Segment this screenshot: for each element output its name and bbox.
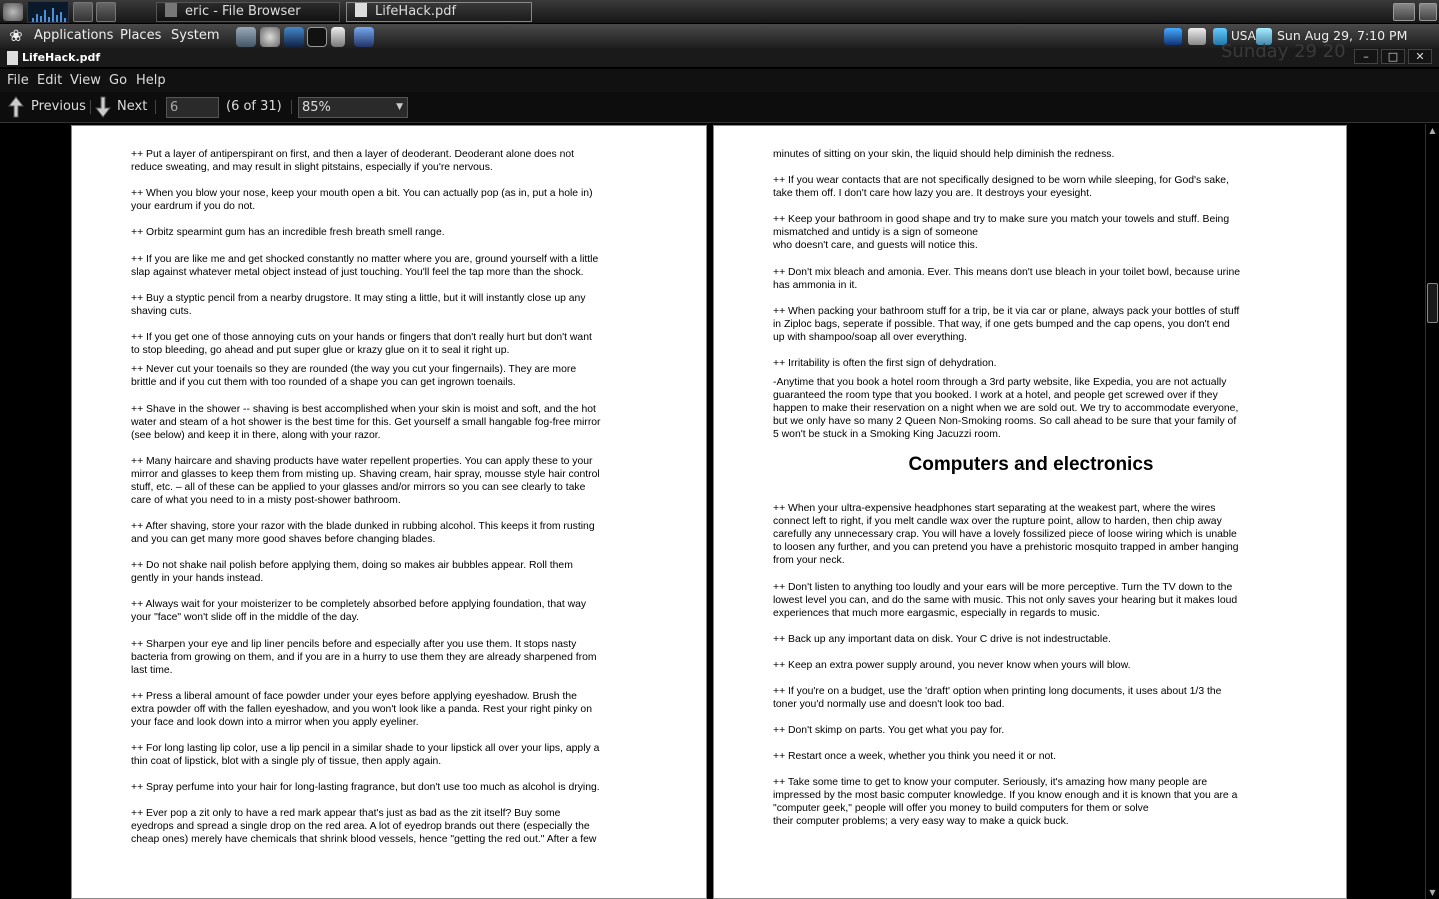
show-desktop-icon[interactable] [73, 2, 93, 22]
app-launcher-icon[interactable] [354, 27, 374, 47]
next-arrow-icon[interactable] [95, 96, 111, 118]
paragraph: ++ Shave in the shower -- shaving is best accomplished when your skin is moist and soft, and the hot water and steam of a hot shower is the best time for this. Get yourself a small hangable fog-free mirror (see below) and keep it in there, along with your razor. [131, 404, 601, 441]
zoom-select[interactable] [298, 97, 408, 118]
paragraph: minutes of sitting on your skin, the liquid should help diminish the redness. [773, 149, 1115, 160]
email-icon[interactable] [284, 27, 304, 47]
task-file-browser[interactable] [156, 2, 340, 22]
task-lifehack-pdf[interactable] [346, 2, 532, 22]
paragraph: ++ Keep an extra power supply around, you never know when yours will blow. [773, 660, 1131, 671]
document-icon [355, 3, 367, 17]
gnome-foot-icon[interactable]: ❀ [9, 26, 23, 45]
maximize-button[interactable]: □ [1381, 49, 1405, 64]
paragraph: ++ Always wait for your moisterizer to be completely absorbed before applying foundation, that way your "face" won't slide off in the middle of the day. [131, 599, 587, 623]
close-button[interactable]: ✕ [1408, 49, 1432, 64]
paragraph: ++ Back up any important data on disk. Your C drive is not indestructable. [773, 634, 1111, 645]
next-button[interactable]: Next [117, 99, 148, 114]
document-view[interactable] [0, 124, 1439, 899]
page-count-label: (6 of 31) [226, 99, 282, 114]
network-icon[interactable] [236, 27, 256, 47]
paragraph: ++ Sharpen your eye and lip liner pencils before and especially after you use them. It stops nasty bacteria from growing on them, and if you are in a hurry to use them they are already sharpened from last time. [131, 639, 597, 676]
paragraph: ++ Irritability is often the first sign of dehydration. [773, 358, 997, 369]
trash-icon[interactable] [1419, 3, 1437, 21]
text-editor-icon[interactable] [331, 27, 345, 47]
menu-system[interactable]: System [171, 28, 220, 43]
menubar [0, 69, 1439, 92]
paragraph: ++ If you are like me and get shocked constantly no matter where you are, ground yourself with a little slap against whatever metal object instead of just touching. You'll feel the tap more than the shock. [131, 254, 599, 278]
task-label: LifeHack.pdf [375, 4, 457, 19]
previous-arrow-icon[interactable] [8, 96, 24, 118]
desktop-date-widget: Sunday 29 20 [1221, 41, 1346, 62]
pdf-page-left [71, 125, 707, 899]
keyboard-layout[interactable]: USA [1231, 29, 1256, 43]
terminal-icon[interactable] [307, 27, 327, 47]
section-heading: Computers and electronics [908, 454, 1154, 475]
scroll-down-icon[interactable]: ▼ [1429, 888, 1436, 897]
main-menu-icon[interactable] [3, 3, 23, 21]
paragraph: ++ Ever pop a zit only to have a red mark appear that's just as bad as the zit itself? Buy some eyedrops and spread a single drop on the red area. A lot of eyedrop brands out there (especially the cheap ones) merely have chemicals that shrink blood vessels, hence "getting the red out." After a few [131, 808, 597, 845]
menu-help[interactable]: Help [136, 73, 166, 88]
paragraph: ++ After shaving, store your razor with the blade dunked in rubbing alcohol. This keeps it from rusting and you can get many more good shaves before changing blades. [131, 521, 595, 545]
separator [155, 100, 156, 114]
chevron-down-icon: ▼ [396, 102, 403, 112]
clock[interactable]: Sun Aug 29, 7:10 PM [1277, 28, 1408, 43]
previous-button[interactable]: Previous [31, 99, 86, 114]
vertical-scrollbar[interactable] [1425, 124, 1439, 899]
paragraph: ++ Spray perfume into your hair for long-lasting fragrance, but don't use too much as alcohol is drying. [131, 782, 600, 793]
paragraph: ++ When you blow your nose, keep your mouth open a bit. You can actually pop (as in, put a hole in) your eardrum if you do not. [131, 188, 593, 212]
zoom-value: 85% [302, 100, 331, 115]
paragraph: -Anytime that you book a hotel room through a 3rd party website, like Expedia, you are not actually guaranteed the room type that you booked. I work at a hotel, and people get screwed over if they happen to make their reservation on a night when we are sold out. We try to accommodate everyone, but we only have so many 2 Queen Non-Smoking rooms. So call ahead to be sure that your family of 5 won't be stuck in a Smoking King Jacuzzi room. [773, 377, 1239, 440]
paragraph: ++ Never cut your toenails so they are rounded (the way you cut your fingernails). They are more brittle and if you cut them with too rounded of a shape you can get ingrown toenails. [131, 364, 577, 388]
taskbar [0, 0, 1439, 24]
paragraph: ++ Buy a styptic pencil from a nearby drugstore. It may sting a little, but it will instantly close up any shaving cuts. [131, 293, 586, 317]
document-icon [7, 51, 18, 65]
paragraph: ++ Take some time to get to know your computer. Seriously, it's amazing how many people are impressed by the most basic computer knowledge. If you know enough and it is known that you are a "computer geek," people will offer you money to build computers for them or solve their computer problems; a very easy way to make a quick buck. [773, 777, 1238, 827]
paragraph: ++ When packing your bathroom stuff for a trip, be it via car or plane, always pack your bottles of stuff in Ziploc bags, seperate if possible. That way, if one gets bumped and the cap opens, you don't end up with shampoo/soap all over everything. [773, 306, 1240, 343]
menu-places[interactable]: Places [120, 28, 162, 43]
menu-edit[interactable]: Edit [37, 73, 63, 88]
toolbar [0, 92, 1439, 123]
paragraph: ++ Orbitz spearmint gum has an incredible fresh breath smell range. [131, 227, 445, 238]
browser-icon[interactable] [260, 27, 280, 47]
paragraph: ++ Press a liberal amount of face powder under your eyes before applying eyeshadow. Brush the extra powder off with the fallen eyeshadow, and you won't look like a panda. Rest your right pinky on your face and look down into a mirror when you apply eyeliner. [131, 691, 592, 728]
page-number-input[interactable] [166, 97, 219, 118]
paragraph: ++ If you get one of those annoying cuts on your hands or fingers that don't really hurt but don't want to stop bleeding, go ahead and put super glue or krazy glue on it to seal it right up. [131, 332, 592, 356]
volume-icon[interactable] [1188, 28, 1206, 45]
separator [291, 100, 292, 114]
separator [90, 100, 91, 114]
paragraph: ++ For long lasting lip color, use a lip pencil in a similar shade to your lipstick all over your lips, apply a thin coat of lipstick, blot with a single ply of tissue, then apply again. [131, 743, 600, 767]
paragraph: ++ If you're on a budget, use the 'draft' option when printing long documents, it uses about 1/3 the toner you'd normally use and doesn't look too bad. [773, 686, 1222, 710]
minimize-button[interactable]: – [1354, 49, 1378, 64]
menu-applications[interactable]: Applications [34, 28, 114, 43]
paragraph: ++ Do not shake nail polish before applying them, doing so makes air bubbles appear. Roll them gently in your hands instead. [131, 560, 573, 584]
menu-go[interactable]: Go [109, 73, 128, 88]
paragraph: ++ Don't listen to anything too loudly and your ears will be more perceptive. Turn the TV down to the lowest level you can, and do the same with music. This not only saves your hearing but it makes loud experiences that much more eargasmic, especially in regards to music. [773, 582, 1238, 619]
paragraph: ++ Put a layer of antiperspirant on first, and then a layer of deoderant. Deoderant alone does not reduce sweating, and may result in slight pitstains, especially if you're nervous. [131, 149, 575, 173]
menu-file[interactable]: File [7, 73, 29, 88]
system-monitor-graph[interactable] [27, 1, 69, 23]
update-notifier-icon[interactable] [1164, 28, 1182, 45]
window-list-icon[interactable] [1393, 3, 1415, 21]
paragraph: ++ Restart once a week, whether you think you need it or not. [773, 751, 1057, 762]
paragraph: ++ Don't mix bleach and amonia. Ever. This means don't use bleach in your toilet bowl, because urine has ammonia in it. [773, 267, 1241, 291]
paragraph: ++ If you wear contacts that are not specifically designed to be worn while sleeping, for God's sake, take them off. I don't care how lazy you are. It destroys your eyesight. [773, 175, 1229, 199]
paragraph: ++ Many haircare and shaving products have water repellent properties. You can apply these to your mirror and glasses to keep them from misting up. Shaving cream, hair spray, mousse style hair control stuff, etc. – all of these can be applied to your glasses and/or mirrors so you can see clearly to take care of what you need to in a misty post-shower bathroom. [131, 456, 600, 506]
workspace-switcher-icon[interactable] [96, 2, 116, 22]
menu-view[interactable]: View [70, 73, 101, 88]
scroll-up-icon[interactable]: ▲ [1429, 126, 1436, 135]
window-title: LifeHack.pdf [22, 51, 101, 64]
scrollbar-thumb[interactable] [1427, 283, 1438, 323]
paragraph: ++ When your ultra-expensive headphones start separating at the weakest part, where the wires connect left to right, if you melt candle wax over the rupture point, allow to harden, then chip away carefully any unnecessary crap. You will have a lovely fossilized piece of loose wiring which is unable to loosen any further, and you can pretend you have a prehistoric mosquito trapped in amber hanging from your neck. [773, 503, 1239, 566]
task-label: eric - File Browser [185, 4, 301, 19]
pdf-page-right [713, 125, 1347, 899]
paragraph: ++ Keep your bathroom in good shape and try to make sure you match your towels and stuff. Being mismatched and untidy is a sign of someone who doesn't care, and guests will notice this. [773, 214, 1230, 251]
paragraph: ++ Don't skimp on parts. You get what you pay for. [773, 725, 1005, 736]
folder-icon [165, 3, 177, 17]
